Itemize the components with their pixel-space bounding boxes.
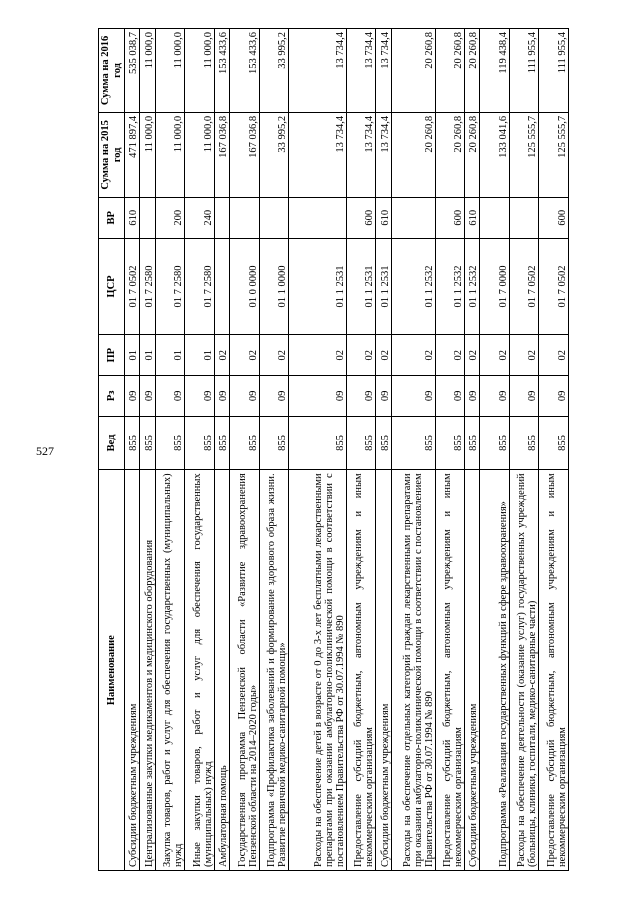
cell-sum2016: 13 734,4 — [289, 29, 347, 113]
cell-vr — [259, 197, 289, 238]
cell-name: Иные закупки товаров, работ и услуг для обеспечения государственных (муниципальных) нужд — [185, 470, 215, 871]
cell-csr: 01 0 0000 — [230, 238, 260, 335]
cell-sum2015: 13 734,4 — [289, 112, 347, 197]
cell-vr — [480, 197, 510, 238]
cell-vr: 600 — [539, 197, 569, 238]
cell-sum2016: 119 438,4 — [480, 29, 510, 113]
cell-vr — [509, 197, 539, 238]
cell-sum2016: 153 433,6 — [214, 29, 229, 113]
cell-pr: 02 — [465, 335, 480, 376]
cell-sum2015: 20 260,8 — [435, 112, 465, 197]
cell-pr: 02 — [539, 335, 569, 376]
cell-csr: 01 1 2531 — [376, 238, 391, 335]
cell-sum2015: 167 036,8 — [230, 112, 260, 197]
cell-ved: 855 — [435, 416, 465, 470]
cell-csr: 01 1 0000 — [259, 238, 289, 335]
cell-ved: 855 — [125, 416, 140, 470]
table-header-row — [99, 29, 125, 871]
cell-ved: 855 — [465, 416, 480, 470]
cell-ved: 855 — [346, 416, 376, 470]
cell-csr: 01 1 2532 — [465, 238, 480, 335]
cell-vr: 240 — [185, 197, 215, 238]
cell-vr: 600 — [346, 197, 376, 238]
cell-rz: 09 — [140, 376, 155, 417]
cell-csr: 01 7 0502 — [125, 238, 140, 335]
table-row — [155, 29, 185, 871]
cell-name: Централизованные закупки медикаментов и медицинского оборудования — [140, 470, 155, 871]
cell-name: Закупка товаров, работ и услуг для обеспечения государственных (муниципальных) нужд — [155, 470, 185, 871]
cell-rz: 09 — [539, 376, 569, 417]
cell-sum2015: 167 036,8 — [214, 112, 229, 197]
cell-csr: 01 7 0502 — [509, 238, 539, 335]
cell-sum2016: 153 433,6 — [230, 29, 260, 113]
table-row — [509, 29, 539, 871]
cell-name: Расходы на обеспечение отдельных категорий граждан лекарственными препаратами при оказании амбулаторно-поликлинической помощи в соответствии с постановлением Правительства РФ от 30.07.1994 № 890 — [391, 470, 435, 871]
table-row — [376, 29, 391, 871]
cell-rz: 09 — [185, 376, 215, 417]
cell-csr: 01 7 0502 — [539, 238, 569, 335]
cell-rz: 09 — [259, 376, 289, 417]
cell-sum2015: 125 555,7 — [539, 112, 569, 197]
table-row — [259, 29, 289, 871]
cell-pr: 01 — [185, 335, 215, 376]
header-sum-2016: Сумма на 2016 год — [99, 29, 125, 113]
cell-rz: 09 — [289, 376, 347, 417]
cell-sum2015: 13 734,4 — [346, 112, 376, 197]
cell-sum2016: 11 000,0 — [155, 29, 185, 113]
cell-sum2016: 20 260,8 — [391, 29, 435, 113]
cell-pr: 01 — [125, 335, 140, 376]
table-row — [346, 29, 376, 871]
cell-sum2015: 125 555,7 — [509, 112, 539, 197]
cell-pr: 02 — [259, 335, 289, 376]
cell-sum2015: 20 260,8 — [465, 112, 480, 197]
cell-csr: 01 7 2580 — [155, 238, 185, 335]
cell-rz: 09 — [480, 376, 510, 417]
cell-csr: 01 7 0000 — [480, 238, 510, 335]
cell-pr: 02 — [376, 335, 391, 376]
cell-sum2016: 33 995,2 — [259, 29, 289, 113]
cell-vr: 200 — [155, 197, 185, 238]
cell-ved: 855 — [155, 416, 185, 470]
cell-name: Государственная программа Пензенской области «Развитие здравоохранения Пензенской области на 2014–2020 годы» — [230, 470, 260, 871]
cell-ved: 855 — [185, 416, 215, 470]
cell-name: Субсидии бюджетным учреждениям — [376, 470, 391, 871]
cell-ved: 855 — [230, 416, 260, 470]
table-row — [435, 29, 465, 871]
cell-sum2016: 11 000,0 — [185, 29, 215, 113]
header-sum-2015: Сумма на 2015 год — [99, 112, 125, 197]
budget-table — [98, 28, 569, 871]
cell-pr: 02 — [214, 335, 229, 376]
cell-sum2016: 535 038,7 — [125, 29, 140, 113]
cell-ved: 855 — [509, 416, 539, 470]
cell-pr: 02 — [480, 335, 510, 376]
rotated-table-wrapper — [98, 28, 569, 871]
cell-pr: 02 — [346, 335, 376, 376]
cell-ved: 855 — [214, 416, 229, 470]
cell-pr: 01 — [140, 335, 155, 376]
cell-name: Предоставление субсидий бюджетным, автономным учреждениям и иным некоммерческим организациям — [539, 470, 569, 871]
cell-rz: 09 — [125, 376, 140, 417]
cell-vr — [230, 197, 260, 238]
cell-name: Амбулаторная помощь — [214, 470, 229, 871]
cell-rz: 09 — [214, 376, 229, 417]
cell-csr: 01 7 2580 — [140, 238, 155, 335]
cell-pr: 02 — [391, 335, 435, 376]
header-vr: ВР — [99, 197, 125, 238]
cell-rz: 09 — [435, 376, 465, 417]
cell-csr: 01 1 2531 — [289, 238, 347, 335]
cell-sum2016: 20 260,8 — [435, 29, 465, 113]
header-pr: ПР — [99, 335, 125, 376]
cell-vr: 610 — [376, 197, 391, 238]
cell-sum2015: 133 041,6 — [480, 112, 510, 197]
cell-pr: 01 — [155, 335, 185, 376]
cell-name: Субсидии бюджетным учреждениям — [125, 470, 140, 871]
cell-rz: 09 — [376, 376, 391, 417]
cell-csr: 01 1 2532 — [435, 238, 465, 335]
header-csr: ЦСР — [99, 238, 125, 335]
table-row — [230, 29, 260, 871]
cell-ved: 855 — [539, 416, 569, 470]
table-row — [465, 29, 480, 871]
cell-pr: 02 — [230, 335, 260, 376]
table-row — [214, 29, 229, 871]
cell-ved: 855 — [376, 416, 391, 470]
cell-vr: 600 — [435, 197, 465, 238]
cell-csr — [214, 238, 229, 335]
cell-name: Подпрограмма «Реализация государственных функций в сфере здравоохранения» — [480, 470, 510, 871]
cell-csr: 01 1 2532 — [391, 238, 435, 335]
cell-name: Расходы на обеспечение детей в возрасте от 0 до 3-х лет бесплатными лекарственными препаратами при оказании амбулаторно-поликлинической помощи в соответствии с постановлением Правительства РФ от 30.07.1994 № 890 — [289, 470, 347, 871]
cell-rz: 09 — [509, 376, 539, 417]
cell-sum2015: 20 260,8 — [391, 112, 435, 197]
cell-sum2015: 11 000,0 — [185, 112, 215, 197]
cell-rz: 09 — [391, 376, 435, 417]
cell-sum2016: 20 260,8 — [465, 29, 480, 113]
cell-ved: 855 — [140, 416, 155, 470]
cell-ved: 855 — [480, 416, 510, 470]
cell-ved: 855 — [259, 416, 289, 470]
cell-rz: 09 — [230, 376, 260, 417]
cell-sum2015: 33 995,2 — [259, 112, 289, 197]
cell-name: Предоставление субсидий бюджетным, автономным учреждениям и иным некоммерческим организациям — [435, 470, 465, 871]
cell-vr: 610 — [125, 197, 140, 238]
cell-ved: 855 — [289, 416, 347, 470]
table-row — [480, 29, 510, 871]
header-ved: Вед — [99, 416, 125, 470]
header-rz: Рз — [99, 376, 125, 417]
table-row — [185, 29, 215, 871]
cell-sum2016: 11 000,0 — [140, 29, 155, 113]
header-name: Наименование — [99, 470, 125, 871]
cell-vr — [140, 197, 155, 238]
cell-vr: 610 — [465, 197, 480, 238]
cell-name: Расходы на обеспечение деятельности (оказание услуг) государственных учреждений (больницы, клиники, госпитали, медико-санитарные части) — [509, 470, 539, 871]
cell-ved: 855 — [391, 416, 435, 470]
cell-sum2015: 13 734,4 — [376, 112, 391, 197]
cell-sum2016: 13 734,4 — [346, 29, 376, 113]
table-row — [140, 29, 155, 871]
table-row — [391, 29, 435, 871]
cell-name: Подпрограмма «Профилактика заболеваний и формирование здорового образа жизни. Развитие первичной медико-санитарной помощи» — [259, 470, 289, 871]
cell-csr: 01 7 2580 — [185, 238, 215, 335]
cell-sum2016: 111 955,4 — [539, 29, 569, 113]
cell-pr: 02 — [435, 335, 465, 376]
cell-sum2015: 11 000,0 — [155, 112, 185, 197]
cell-pr: 02 — [509, 335, 539, 376]
cell-csr: 01 1 2531 — [346, 238, 376, 335]
table-row — [539, 29, 569, 871]
page-number: 527 — [36, 444, 54, 458]
cell-vr — [391, 197, 435, 238]
cell-rz: 09 — [155, 376, 185, 417]
cell-name: Субсидии бюджетным учреждениям — [465, 470, 480, 871]
cell-sum2015: 11 000,0 — [140, 112, 155, 197]
cell-rz: 09 — [465, 376, 480, 417]
cell-sum2016: 13 734,4 — [376, 29, 391, 113]
cell-rz: 09 — [346, 376, 376, 417]
cell-pr: 02 — [289, 335, 347, 376]
table-row — [289, 29, 347, 871]
cell-name: Предоставление субсидий бюджетным, автономным учреждениям и иным некоммерческим организациям — [346, 470, 376, 871]
cell-vr — [214, 197, 229, 238]
cell-vr — [289, 197, 347, 238]
cell-sum2015: 471 897,4 — [125, 112, 140, 197]
table-row — [125, 29, 140, 871]
cell-sum2016: 111 955,4 — [509, 29, 539, 113]
